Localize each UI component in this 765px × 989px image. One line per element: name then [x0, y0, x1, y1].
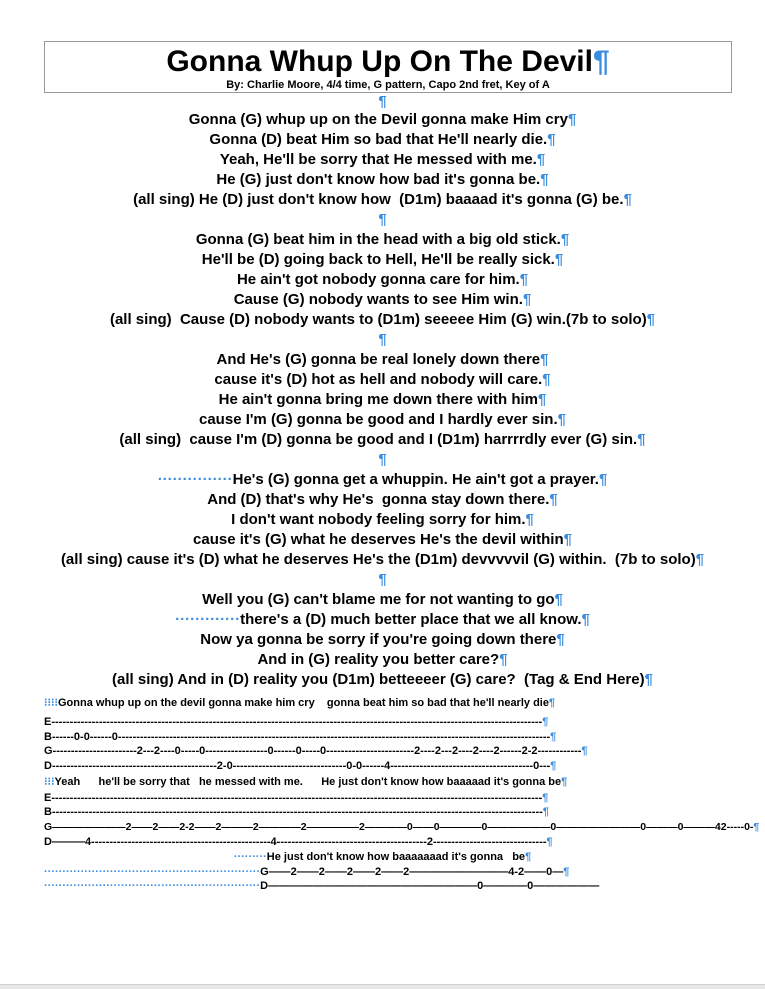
lyric-line: ·············there's a (D) much better place that we all know.¶ [175, 611, 590, 628]
lyric-line: He'll be (D) going back to Hell, He'll be really sick.¶ [201, 251, 564, 268]
lyric-line: He (G) just don't know how bad it's gonna be.¶ [216, 171, 549, 188]
lyric-line: Yeah, He'll be sorry that He messed with me.¶ [219, 151, 546, 168]
tab-string-g: G———————2——2——2-2——2———2————2—————2————0——0————0——————0————————0———0———42-----0-¶ [44, 821, 760, 833]
tab-string-e: E--------------------------------------------------------------------------------------------------------------------------------------¶ [44, 716, 549, 728]
lyric-line: Well you (G) can't blame me for not wanting to go¶ [202, 591, 563, 608]
lyric-line: (all sing) He (D) just don't know how (D1m) baaaad it's gonna (G) be.¶ [133, 191, 632, 208]
lyric-line: He ain't gonna bring me down there with him¶ [218, 391, 547, 408]
lyric-line: Cause (G) nobody wants to see Him win.¶ [233, 291, 532, 308]
lyric-line: Gonna (G) beat him in the head with a big old stick.¶ [195, 231, 570, 248]
tab-string-g: G-----------------------2---2----0-----0-----------------0------0-----0------------------------2----2---2----2----2------2-2------------¶ [44, 745, 588, 757]
tab-lyric-line: ⁝⁝⁝⁝Gonna whup up on the devil gonna make him cry gonna beat him so bad that he'll nearly die¶ [44, 697, 556, 709]
lyric-line: Now ya gonna be sorry if you're going down there¶ [200, 631, 565, 648]
lyric-line: Gonna (D) beat Him so bad that He'll nearly die.¶ [209, 131, 556, 148]
tab-string-g: ···························································G——2——2——2——2——2—————————4-2——0—¶ [44, 866, 570, 878]
lyric-line: cause it's (G) what he deserves He's the devil within¶ [193, 531, 572, 548]
lyric-line: And (D) that's why He's gonna stay down there.¶ [207, 491, 558, 508]
blank-line: ¶ [378, 93, 387, 110]
tab-string-d: D---------------------------------------------2-0-------------------------------0-0------4---------------------------------------0---¶ [44, 760, 557, 772]
blank-line: ¶ [378, 211, 387, 228]
lyric-line: I don't want nobody feeling sorry for him.¶ [231, 511, 534, 528]
lyric-line: ···············He's (G) gonna get a whuppin. He ain't got a prayer.¶ [157, 471, 608, 488]
blank-line: ¶ [378, 451, 387, 468]
lyric-line: And in (G) reality you better care?¶ [257, 651, 508, 668]
page-bottom-edge [0, 984, 765, 989]
tab-string-d: D———4-------------------------------------------------4-----------------------------------------2-------------------------------¶ [44, 836, 553, 848]
byline: By: Charlie Moore, 4/4 time, G pattern, Capo 2nd fret, Key of A [226, 79, 550, 91]
tab-lyric-line: ·········He just don't know how baaaaaaad it's gonna be¶ [233, 851, 532, 863]
lyric-line: He ain't got nobody gonna care for him.¶ [236, 271, 529, 288]
tab-string-e: E--------------------------------------------------------------------------------------------------------------------------------------¶ [44, 792, 549, 804]
lyric-line: And He's (G) gonna be real lonely down there¶ [216, 351, 549, 368]
tab-lyric-line: ⁝⁝⁝Yeah he'll be sorry that he messed with me. He just don't know how baaaaad it's gonna be¶ [44, 776, 568, 788]
lyric-line: cause it's (D) hot as hell and nobody will care.¶ [214, 371, 551, 388]
song-title: Gonna Whup Up On The Devil¶ [166, 45, 610, 78]
lyric-line: cause I'm (G) gonna be good and I hardly ever sin.¶ [199, 411, 566, 428]
lyric-line: (all sing) Cause (D) nobody wants to (D1m) seeeee Him (G) win.(7b to solo)¶ [109, 311, 656, 328]
title-box [44, 41, 732, 93]
tab-string-b: B--------------------------------------------------------------------------------------------------------------------------------------¶ [44, 806, 549, 818]
blank-line: ¶ [378, 571, 387, 588]
tab-string-d: ···························································D———————————————————0————0—————— [44, 880, 600, 892]
lyric-line: Gonna (G) whup up on the Devil gonna make Him cry¶ [188, 111, 577, 128]
lyric-line: (all sing) And in (D) reality you (D1m) betteeeer (G) care? (Tag & End Here)¶ [112, 671, 653, 688]
lyric-line: (all sing) cause I'm (D) gonna be good and I (D1m) harrrrdly ever (G) sin.¶ [119, 431, 646, 448]
tab-string-b: B------0-0------0----------------------------------------------------------------------------------------------------------------------¶ [44, 731, 557, 743]
blank-line: ¶ [378, 331, 387, 348]
lyric-line: (all sing) cause it's (D) what he deserves He's the (D1m) devvvvvil (G) within. (7b to solo)¶ [60, 551, 705, 568]
